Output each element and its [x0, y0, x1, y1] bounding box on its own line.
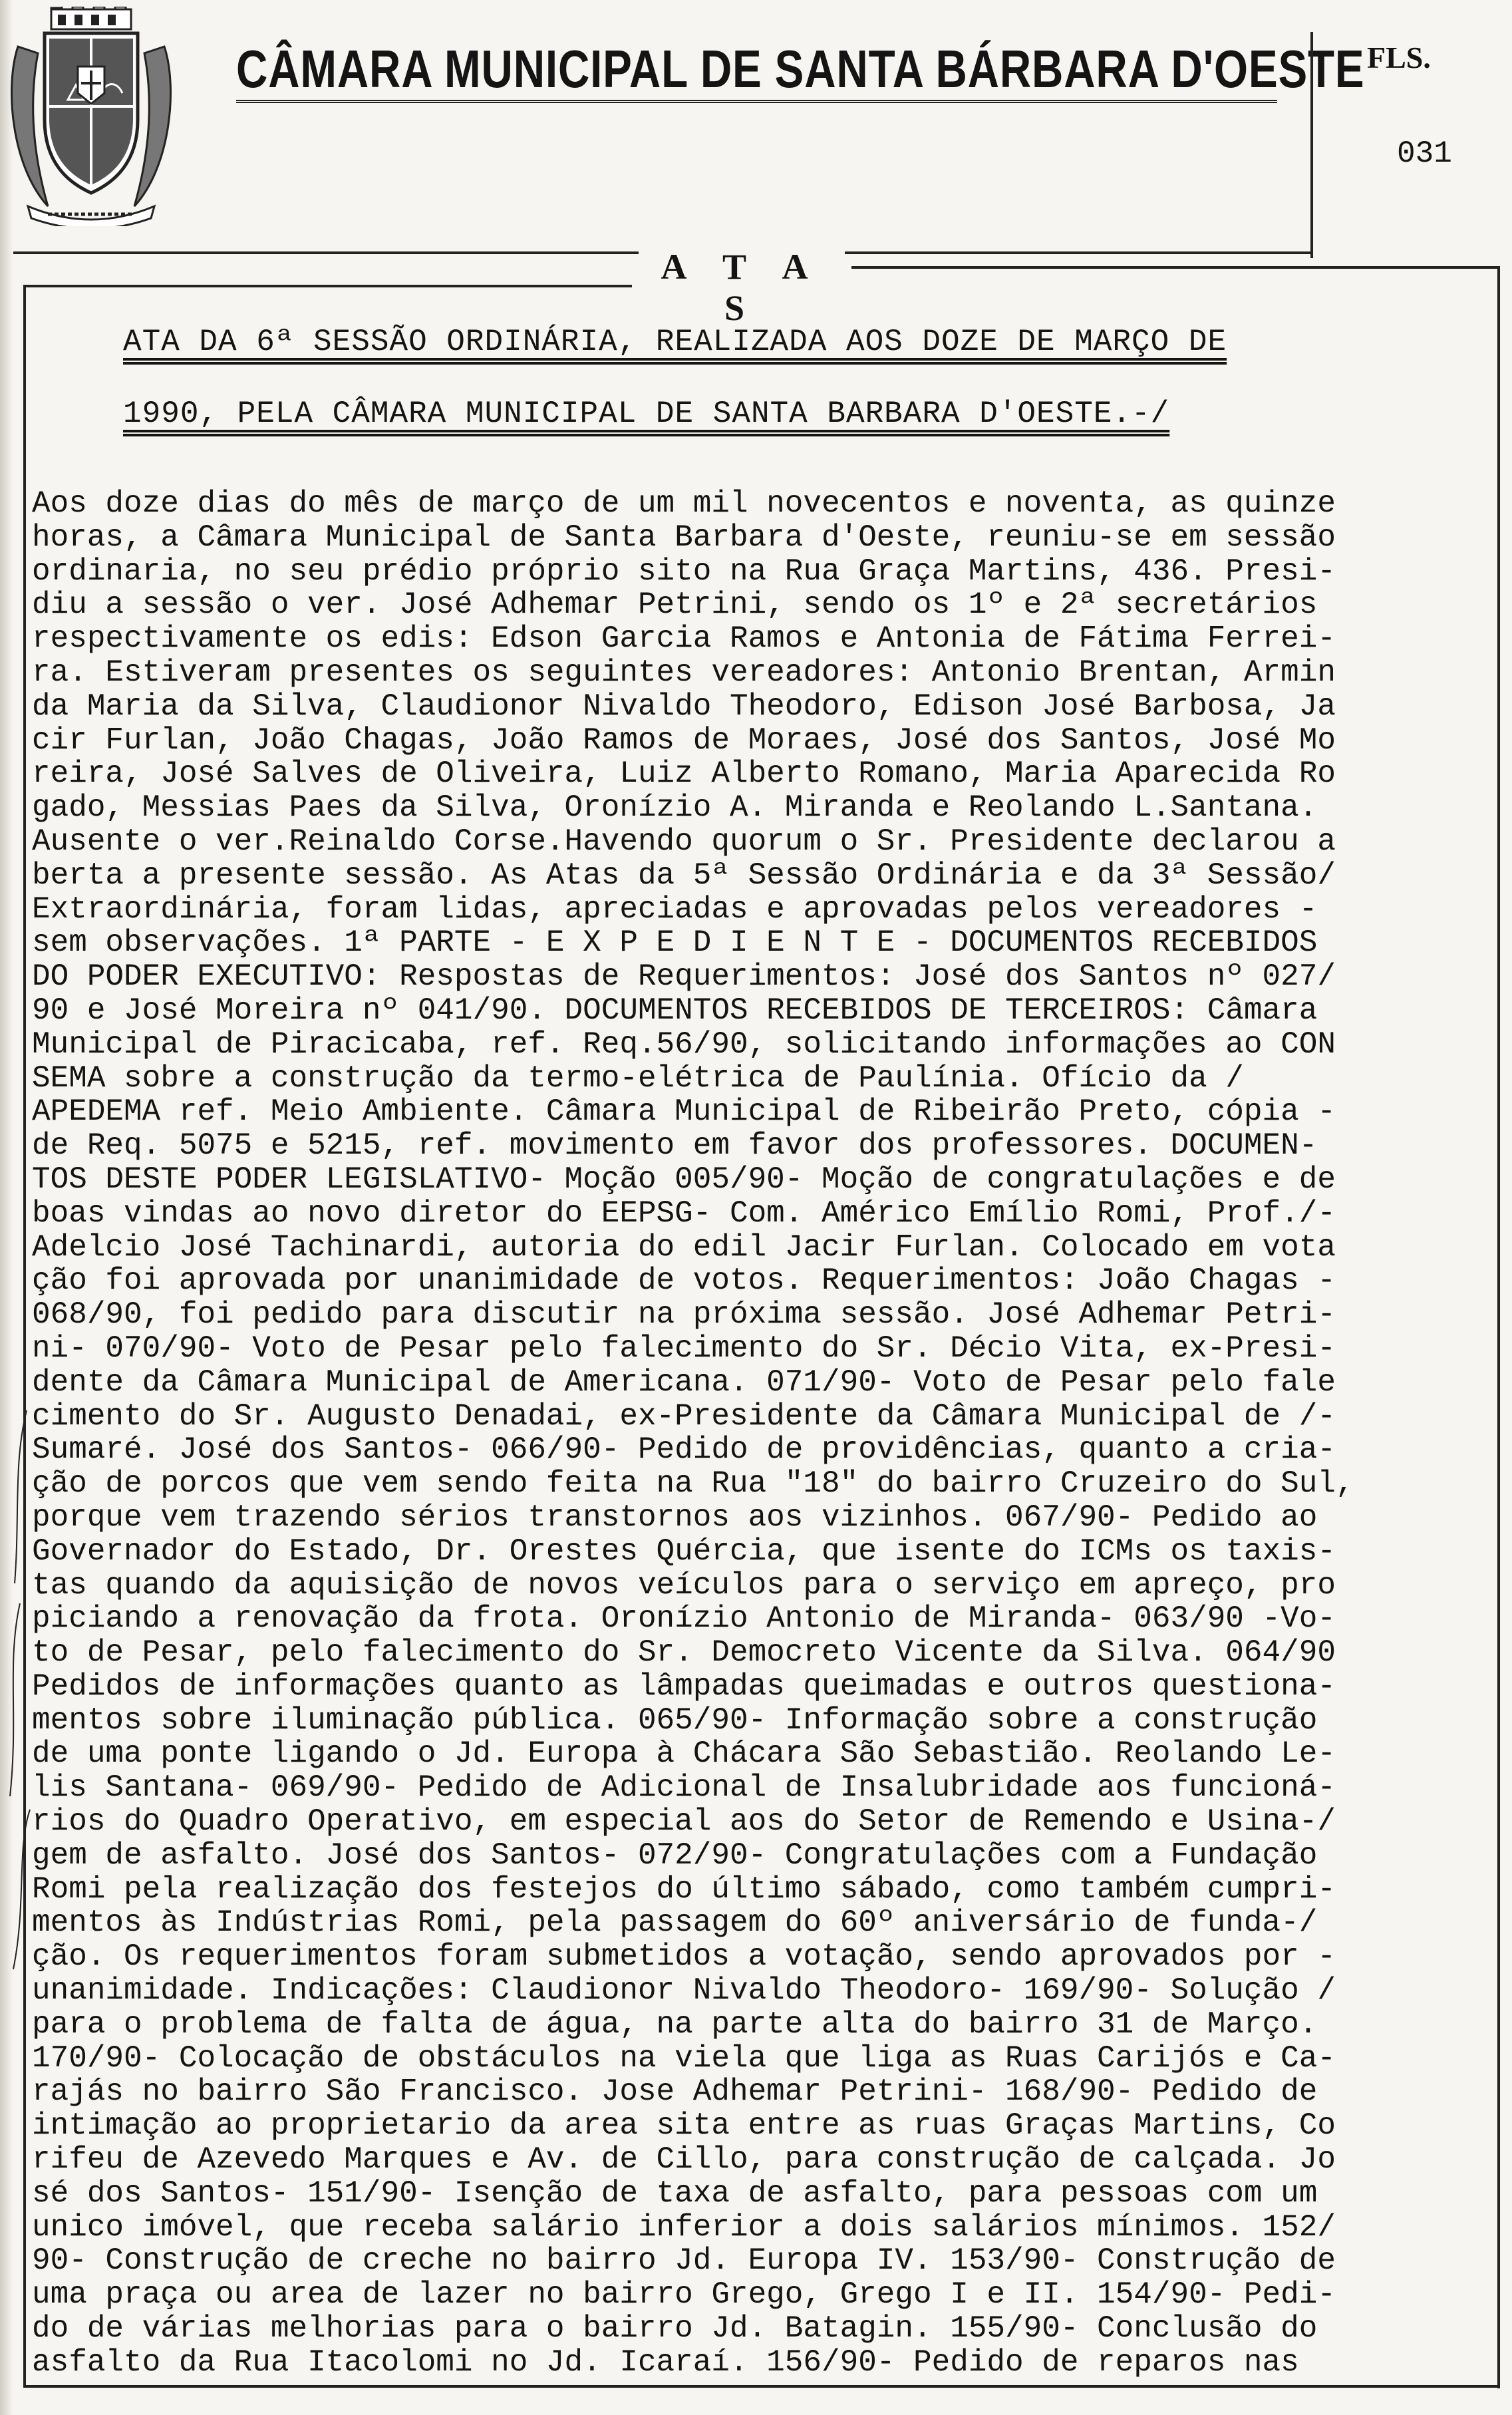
minutes-heading-line-1: ATA DA 6ª SESSÃO ORDINÁRIA, REALIZADA AOS DOZE DE MARÇO DE — [123, 325, 1227, 359]
text-line: Sumaré. José dos Santos- 066/90- Pedido de providências, quanto a cria- — [32, 1433, 1336, 1468]
text-line: ni- 070/90- Voto de Pesar pelo falecimento do Sr. Décio Vita, ex-Presi- — [32, 1331, 1336, 1366]
text-line: unico imóvel, que receba salário inferior a dois salários mínimos. 152/ — [32, 2210, 1336, 2245]
section-title: A T A S — [639, 246, 845, 329]
text-line: Romi pela realização dos festejos do último sábado, como também cumpri- — [32, 1872, 1336, 1907]
text-line: rios do Quadro Operativo, em especial aos do Setor de Remendo e Usina-/ — [32, 1805, 1336, 1839]
frame-bottom-rule — [23, 2385, 1500, 2388]
frame-left-rule — [23, 285, 26, 2387]
text-line: ção foi aprovada por unanimidade de votos. Requerimentos: João Chagas - — [32, 1264, 1336, 1299]
text-line: tas quando da aquisição de novos veículos para o serviço em apreço, pro — [32, 1568, 1336, 1603]
text-line: to de Pesar, pelo falecimento do Sr. Democreto Vicente da Silva. 064/90 — [32, 1636, 1336, 1670]
text-line: cir Furlan, João Chagas, João Ramos de Moraes, José dos Santos, José Mo — [32, 723, 1336, 758]
page-shadow-edge — [0, 0, 13, 2415]
text-line: da Maria da Silva, Claudionor Nivaldo Theodoro, Edison José Barbosa, Ja — [32, 689, 1336, 724]
text-line: Governador do Estado, Dr. Orestes Quércia, que isente do ICMs os taxis- — [32, 1534, 1336, 1569]
text-line: Municipal de Piracicaba, ref. Req.56/90, solicitando informações ao CON — [32, 1027, 1336, 1062]
text-line: de uma ponte ligando o Jd. Europa à Chácara São Sebastião. Reolando Le- — [32, 1737, 1336, 1772]
text-line: unanimidade. Indicações: Claudionor Nivaldo Theodoro- 169/90- Solução / — [32, 1974, 1336, 2008]
text-line: reira, José Salves de Oliveira, Luiz Alberto Romano, Maria Aparecida Ro — [32, 757, 1336, 792]
frame-top-left-rule — [23, 285, 632, 287]
text-line: 90 e José Moreira nº 041/90. DOCUMENTOS RECEBIDOS DE TERCEIROS: Câmara — [32, 993, 1318, 1028]
folio-label: FLS. — [1367, 41, 1431, 75]
text-line: rifeu de Azevedo Marques e Av. de Cillo, para construção de calçada. Jo — [32, 2143, 1336, 2177]
text-line: Ausente o ver.Reinaldo Corse.Havendo quorum o Sr. Presidente declarou a — [32, 824, 1336, 859]
text-line: 170/90- Colocação de obstáculos na viela que liga as Ruas Carijós e Ca- — [32, 2041, 1336, 2076]
text-line: lis Santana- 069/90- Pedido de Adicional de Insalubridade aos funcioná- — [32, 1771, 1336, 1806]
text-line: horas, a Câmara Municipal de Santa Barbara d'Oeste, reuniu-se em sessão — [32, 520, 1336, 555]
text-line: sem observações. 1ª PARTE - E X P E D I E N T E - DOCUMENTOS RECEBIDOS — [32, 926, 1318, 961]
text-line: TOS DESTE PODER LEGISLATIVO- Moção 005/90- Moção de congratulações e de — [32, 1162, 1336, 1197]
margin-pen-marks — [0, 1384, 47, 1983]
text-line: Aos doze dias do mês de março de um mil novecentos e noventa, as quinze — [32, 487, 1336, 521]
minutes-heading-line-2: 1990, PELA CÂMARA MUNICIPAL DE SANTA BARBARA D'OESTE.-/ — [123, 397, 1170, 431]
text-line: ra. Estiveram presentes os seguintes vereadores: Antonio Brentan, Armin — [32, 655, 1336, 690]
frame-top-right-rule — [851, 266, 1500, 269]
text-line: ção de porcos que vem sendo feita na Rua "18" do bairro Cruzeiro do Sul, — [32, 1467, 1354, 1501]
text-line: cimento do Sr. Augusto Denadai, ex-Presidente da Câmara Municipal de /- — [32, 1399, 1336, 1434]
text-line: Adelcio José Tachinardi, autoria do edil Jacir Furlan. Colocado em vota — [32, 1230, 1336, 1265]
text-line: asfalto da Rua Itacolomi no Jd. Icaraí. 156/90- Pedido de reparos nas — [32, 2345, 1299, 2380]
text-line: ordinaria, no seu prédio próprio sito na Rua Graça Martins, 436. Presi- — [32, 554, 1336, 589]
text-line: intimação ao proprietario da area sita entre as ruas Graças Martins, Co — [32, 2109, 1336, 2144]
text-line: gem de asfalto. José dos Santos- 072/90- Congratulações com a Fundação — [32, 1838, 1318, 1873]
text-line: rajás no bairro São Francisco. Jose Adhemar Petrini- 168/90- Pedido de — [32, 2075, 1318, 2110]
text-line: Pedidos de informações quanto as lâmpadas queimadas e outros questiona- — [32, 1669, 1336, 1704]
minutes-body-text — [32, 487, 1502, 2380]
text-line: uma praça ou area de lazer no bairro Grego, Grego I e II. 154/90- Pedi- — [32, 2278, 1336, 2313]
text-line: de Req. 5075 e 5215, ref. movimento em favor dos professores. DOCUMEN- — [32, 1129, 1318, 1163]
text-line: diu a sessão o ver. José Adhemar Petrini, sendo os 1º e 2ª secretários — [32, 588, 1318, 623]
chamber-name-title: CÂMARA MUNICIPAL DE SANTA BÁRBARA D'OESTE — [236, 39, 1365, 98]
page-number: 031 — [1397, 136, 1452, 171]
text-line: SEMA sobre a construção da termo-elétrica de Paulínia. Ofício da / — [32, 1061, 1244, 1096]
title-underline — [236, 100, 1277, 103]
text-line: ção. Os requerimentos foram submetidos a votação, sendo aprovados por - — [32, 1940, 1336, 1975]
text-line: 90- Construção de creche no bairro Jd. Europa IV. 153/90- Construção de — [32, 2244, 1336, 2279]
text-line: 068/90, foi pedido para discutir na próxima sessão. José Adhemar Petri- — [32, 1298, 1336, 1332]
municipal-coat-of-arms-icon — [8, 7, 174, 226]
text-line: porque vem trazendo sérios transtornos aos vizinhos. 067/90- Pedido ao — [32, 1500, 1318, 1535]
text-line: mentos sobre iluminação pública. 065/90- Informação sobre a construção — [32, 1703, 1318, 1738]
text-line: boas vindas ao novo diretor do EEPSG- Com. Américo Emílio Romi, Prof./- — [32, 1196, 1336, 1231]
text-line: piciando a renovação da frota. Oronízio Antonio de Miranda- 063/90 -Vo- — [32, 1602, 1336, 1637]
text-line: para o problema de falta de água, na parte alta do bairro 31 de Março. — [32, 2007, 1318, 2042]
text-line: do de várias melhorias para o bairro Jd. Batagin. 155/90- Conclusão do — [32, 2312, 1318, 2346]
text-line: respectivamente os edis: Edson Garcia Ramos e Antonia de Fátima Ferrei- — [32, 622, 1336, 656]
text-line: Extraordinária, foram lidas, apreciadas e aprovadas pelos vereadores - — [32, 892, 1318, 927]
text-line: mentos às Indústrias Romi, pela passagem do 60º aniversário de funda-/ — [32, 1906, 1318, 1941]
text-line: gado, Messias Paes da Silva, Oronízio A. Miranda e Reolando L.Santana. — [32, 791, 1318, 825]
header-vertical-divider — [1310, 32, 1313, 258]
text-line: DO PODER EXECUTIVO: Respostas de Requerimentos: José dos Santos nº 027/ — [32, 960, 1336, 994]
text-line: sé dos Santos- 151/90- Isenção de taxa de asfalto, para pessoas com um — [32, 2176, 1318, 2211]
text-line: APEDEMA ref. Meio Ambiente. Câmara Municipal de Ribeirão Preto, cópia - — [32, 1095, 1336, 1130]
text-line: berta a presente sessão. As Atas da 5ª Sessão Ordinária e da 3ª Sessão/ — [32, 858, 1336, 893]
text-line: dente da Câmara Municipal de Americana. 071/90- Voto de Pesar pelo fale — [32, 1365, 1336, 1400]
